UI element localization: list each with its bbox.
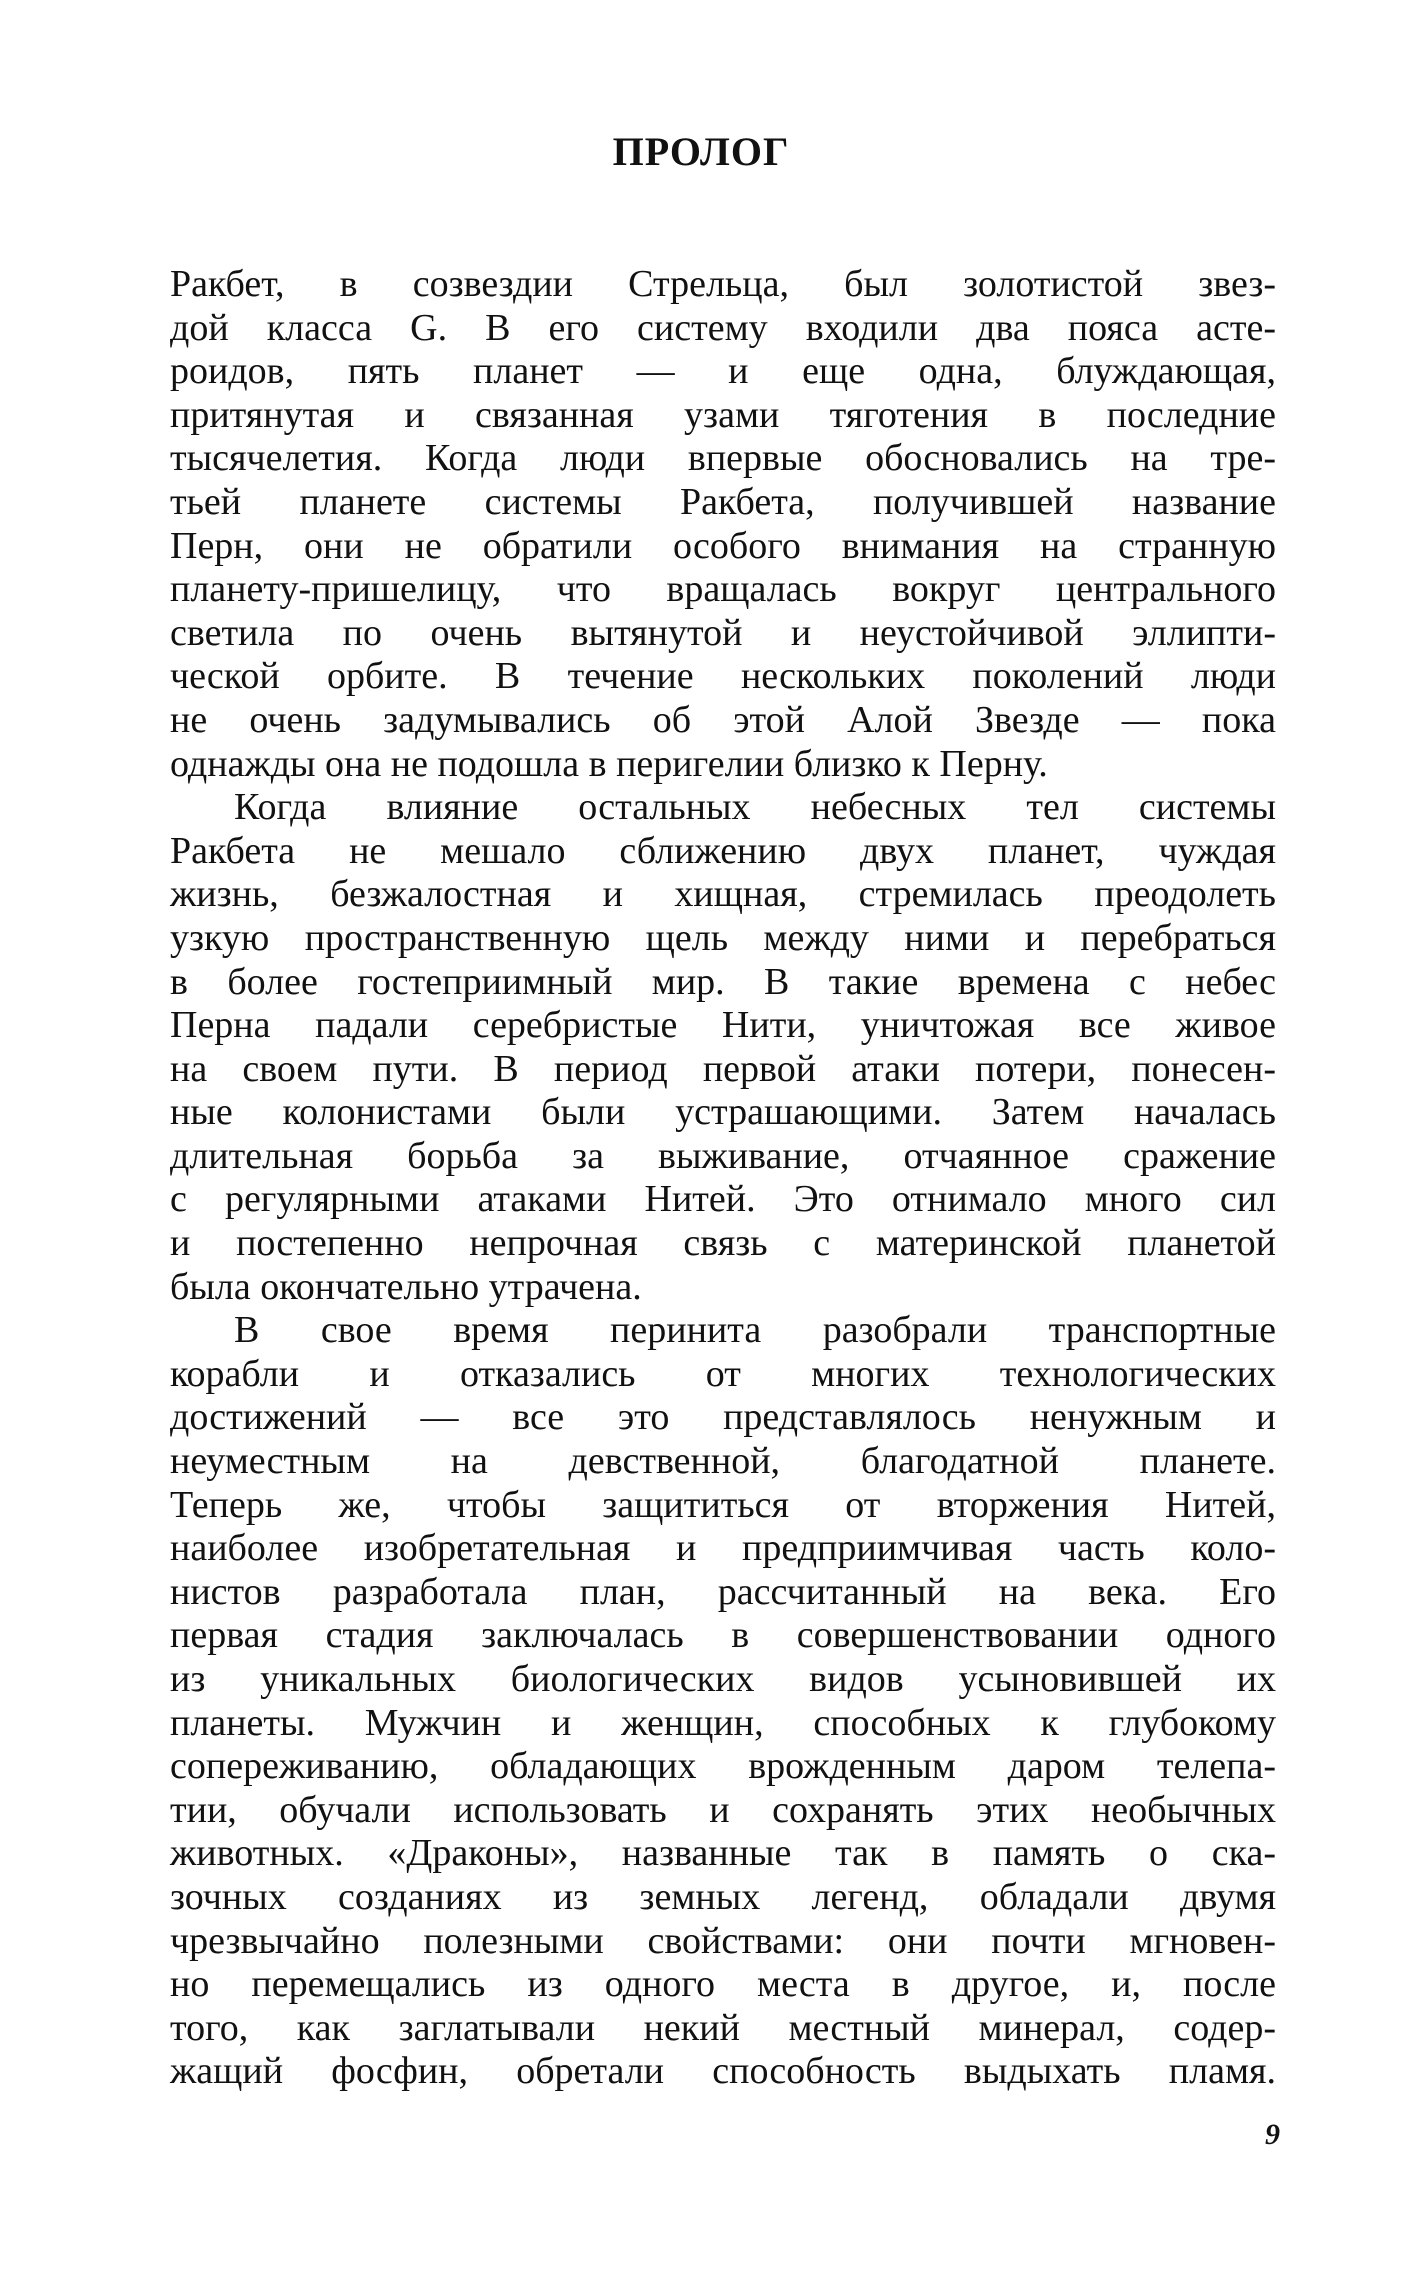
text-line: жащий фосфин, обретали способность выдыхать пламя. xyxy=(170,2050,1276,2093)
text-line: из уникальных биологических видов усыновившей их xyxy=(170,1658,1276,1700)
text-line: на своем пути. В период первой атаки потери, понесен- xyxy=(170,1047,1276,1090)
text-line: Когда влияние остальных небесных тел системы xyxy=(234,786,1276,829)
text-line: неуместным на девственной, благодатной планете. xyxy=(170,1440,1276,1483)
text-line: и постепенно непрочная связь с материнской планетой xyxy=(170,1222,1276,1265)
text-line: первая стадия заключалась в совершенствовании одного xyxy=(170,1614,1276,1657)
text-line: но перемещались из одного места в другое, и, после xyxy=(170,1963,1276,2006)
text-line: не очень задумывались об этой Алой Звезде — пока xyxy=(170,698,1276,741)
text-line: ческой орбите. В течение нескольких поколений люди xyxy=(170,655,1276,698)
text-line: длительная борьба за выживание, отчаянное сражение xyxy=(170,1134,1276,1177)
text-line: роидов, пять планет — и еще одна, блуждающая, xyxy=(170,350,1276,393)
text-line: жизнь, безжалостная и хищная, стремилась преодолеть xyxy=(170,873,1276,916)
text-line: наиболее изобретательная и предприимчивая часть коло- xyxy=(170,1527,1276,1570)
text-line: того, как заглатывали некий местный минерал, содер- xyxy=(170,2006,1276,2049)
text-line: притянутая и связанная узами тяготения в последние xyxy=(170,393,1276,436)
text-line: тии, обучали использовать и сохранять этих необычных xyxy=(170,1788,1276,1831)
text-line: однажды она не подошла в перигелии близко к Перну. xyxy=(170,742,1048,785)
text-line: в более гостеприимный мир. В такие времена с небес xyxy=(170,960,1276,1003)
text-line: была окончательно утрачена. xyxy=(170,1265,642,1308)
text-line: ные колонистами были устрашающими. Затем началась xyxy=(170,1091,1276,1134)
text-line: узкую пространственную щель между ними и перебраться xyxy=(170,916,1276,959)
page-number: 9 xyxy=(1265,2118,1280,2151)
text-line: светила по очень вытянутой и неустойчивой эллипти- xyxy=(170,611,1276,654)
text-line: Ракбета не мешало сближению двух планет, чуждая xyxy=(170,829,1276,872)
chapter-title: ПРОЛОГ xyxy=(612,129,790,174)
text-line: В свое время перинита разобрали транспортные xyxy=(234,1309,1276,1352)
text-line: с регулярными атаками Нитей. Это отнимало много сил xyxy=(170,1178,1276,1221)
text-line: зочных созданиях из земных легенд, обладали двумя xyxy=(170,1875,1276,1918)
text-line: животных. «Драконы», названные так в память о ска- xyxy=(170,1832,1276,1875)
text-line: Перна падали серебристые Нити, уничтожая все живое xyxy=(170,1004,1276,1047)
text-line: планету-пришелицу, что вращалась вокруг центрального xyxy=(170,568,1276,611)
text-line: Ракбет, в созвездии Стрельца, был золотистой звез- xyxy=(170,263,1276,305)
text-line: нистов разработала план, рассчитанный на века. Его xyxy=(170,1570,1276,1613)
text-line: Перн, они не обратили особого внимания на странную xyxy=(170,524,1276,567)
text-line: чрезвычайно полезными свойствами: они почти мгновен- xyxy=(170,1919,1276,1962)
text-line: планеты. Мужчин и женщин, способных к глубокому xyxy=(170,1701,1276,1744)
text-line: достижений — все это представлялось ненужным и xyxy=(170,1396,1276,1439)
body-text xyxy=(170,263,1276,2094)
text-line: дой класса G. В его систему входили два пояса асте- xyxy=(170,306,1276,349)
text-line: тысячелетия. Когда люди впервые обосновались на тре- xyxy=(170,437,1276,480)
text-line: тьей планете системы Ракбета, получившей название xyxy=(170,480,1276,523)
text-line: корабли и отказались от многих технологических xyxy=(170,1352,1276,1395)
text-line: сопереживанию, обладающих врожденным даром телепа- xyxy=(170,1745,1276,1788)
text-line: Теперь же, чтобы защититься от вторжения Нитей, xyxy=(170,1483,1276,1526)
